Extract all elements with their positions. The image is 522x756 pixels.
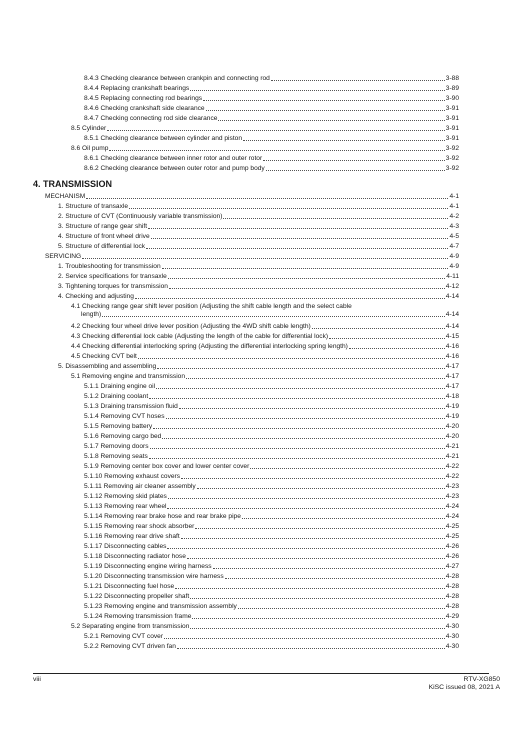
- toc-entry-page: 4-9: [449, 263, 459, 270]
- dot-leader: [138, 357, 445, 359]
- toc-entry: [84, 113, 459, 123]
- toc-entry-title: 1. Troubleshooting for transmission: [58, 263, 161, 270]
- toc-entry-title: 1. Structure of transaxle: [58, 203, 129, 210]
- dot-leader: [175, 587, 445, 589]
- footer-issue: KiSC issued 08, 2021 A: [428, 684, 500, 691]
- toc-entry-page: 3-91: [445, 125, 459, 132]
- toc-entry-title: 5.2 Separating engine from transmission: [71, 623, 190, 630]
- toc-entry-page: 4-24: [445, 503, 459, 510]
- toc-entry-title: 5.1.2 Draining coolant: [84, 393, 149, 400]
- toc-entry-title: 5.1.16 Removing rear drive shaft: [84, 533, 180, 540]
- toc-entry-page: 3-90: [445, 95, 459, 102]
- toc-entry: [84, 551, 459, 561]
- toc-entry-page: 4-18: [445, 393, 459, 400]
- toc-entry: [84, 471, 459, 481]
- toc-entry-page: 4-14: [445, 293, 459, 300]
- toc-entry: [71, 143, 459, 153]
- toc-entry-page: 4-21: [445, 453, 459, 460]
- toc-entry-title: 8.4.6 Checking crankshaft side clearance: [84, 105, 205, 112]
- section-heading: [33, 177, 459, 189]
- toc-entry: [71, 351, 459, 361]
- toc-entry: [84, 381, 459, 391]
- dot-leader: [192, 617, 444, 619]
- dot-leader: [312, 327, 445, 329]
- toc-entry-page: 3-92: [445, 155, 459, 162]
- dot-leader: [349, 347, 445, 349]
- toc-entry-page: 4-9: [449, 253, 459, 260]
- toc-entry: [71, 341, 459, 351]
- dot-leader: [86, 197, 448, 199]
- footer-divider: [33, 673, 489, 674]
- toc-entry: [58, 221, 459, 231]
- toc-entry-title: 5.1.5 Removing battery: [84, 423, 153, 430]
- footer-info: [429, 676, 500, 692]
- toc-entry-page: 4-12: [445, 283, 459, 290]
- dot-leader: [271, 79, 445, 81]
- toc-entry-title: 5.1.1 Draining engine oil: [84, 383, 156, 390]
- toc-entry-title: 5.1.8 Removing seats: [84, 453, 148, 460]
- dot-leader: [263, 159, 445, 161]
- toc-entry-page: 4-24: [445, 513, 459, 520]
- dot-leader: [148, 227, 448, 229]
- footer-model: RTV-XG850: [463, 676, 500, 683]
- dot-leader: [157, 367, 445, 369]
- dot-leader: [218, 119, 444, 121]
- toc-entry-title: 5.1.23 Removing engine and transmission assembly: [84, 603, 237, 610]
- dot-leader: [135, 297, 445, 299]
- toc-entry: [58, 211, 459, 221]
- toc-entry: [84, 401, 459, 411]
- toc-entry-title: 8.4.3 Checking clearance between crankpin and connecting rod: [84, 75, 270, 82]
- toc-entry-page: 4-1: [449, 203, 459, 210]
- toc-entry-title: MECHANISM: [45, 193, 86, 200]
- toc-entry-page: 4-30: [445, 633, 459, 640]
- dot-leader: [150, 447, 445, 449]
- toc-entry: [84, 73, 459, 83]
- dot-leader: [151, 237, 449, 239]
- toc-entry-page: 4-1: [449, 193, 459, 200]
- dot-leader: [197, 487, 445, 489]
- toc-entry-title: 4. Checking and adjusting: [58, 293, 134, 300]
- dot-leader: [129, 207, 448, 209]
- dot-leader: [162, 437, 444, 439]
- toc-entry: [58, 291, 459, 301]
- toc-entry-title: 5.1.13 Removing rear wheel: [84, 503, 167, 510]
- toc-entry-page: 3-89: [445, 85, 459, 92]
- toc-entry-page: 4-30: [445, 623, 459, 630]
- toc-entry-page: 4-7: [449, 243, 459, 250]
- dot-leader: [109, 149, 444, 151]
- toc-entry-title: 2. Service specifications for transaxle: [58, 273, 167, 280]
- dot-leader: [190, 627, 444, 629]
- toc-entry-title: 4.4 Checking differential interlocking spring (Adjusting the differential interlocking spring length): [71, 343, 348, 350]
- toc-entry-page: 4-28: [445, 573, 459, 580]
- toc-entry-page: 4-27: [445, 563, 459, 570]
- toc-entry-title: 4.2 Checking four wheel drive lever position (Adjusting the 4WD shift cable length): [71, 323, 311, 330]
- toc-entry-title: 5.2.2 Removing CVT driven fan: [84, 643, 176, 650]
- toc-entry-page: 4-16: [445, 343, 459, 350]
- toc-entry-page: 4-28: [445, 603, 459, 610]
- toc-entry-page: 4-17: [445, 363, 459, 370]
- dot-leader: [177, 647, 445, 649]
- dot-leader: [179, 407, 445, 409]
- dot-leader: [169, 287, 445, 289]
- toc-entry: [58, 281, 459, 291]
- dot-leader: [195, 527, 444, 529]
- toc-entry-title-continued: length): [81, 311, 102, 318]
- toc-entry: [71, 301, 459, 319]
- toc-entry-page: 4-15: [445, 333, 459, 340]
- toc-entry-title: 8.4.4 Replacing crankshaft bearings: [84, 85, 190, 92]
- toc-entry: [84, 133, 459, 143]
- toc-entry: [58, 261, 459, 271]
- toc-entry-page: 4-23: [445, 483, 459, 490]
- toc-entry: [84, 421, 459, 431]
- toc-entry: [45, 191, 459, 201]
- toc-entry: [71, 371, 459, 381]
- toc-entry-title: 8.6.2 Checking clearance between outer rotor and pump body: [84, 165, 265, 172]
- toc-entry-title: 5.1.9 Removing center box cover and lower center cover: [84, 463, 250, 470]
- toc-entry-page: 3-92: [445, 165, 459, 172]
- toc-entry: [84, 641, 459, 651]
- toc-entry: [84, 163, 459, 173]
- toc-entry: [84, 411, 459, 421]
- dot-leader: [250, 467, 445, 469]
- toc-entry-page: 4-19: [445, 413, 459, 420]
- toc-entry: [71, 123, 459, 133]
- toc-entry-page: 4-14: [445, 323, 459, 330]
- toc-entry-title: 4. TRANSMISSION: [33, 179, 113, 189]
- toc-entry: [84, 531, 459, 541]
- dot-leader: [186, 377, 445, 379]
- toc-entry-page: 4-29: [445, 613, 459, 620]
- toc-entry-title: 5.1.17 Disconnecting cables: [84, 543, 167, 550]
- toc-entry-page: 4-28: [445, 593, 459, 600]
- dot-leader: [225, 577, 445, 579]
- toc-entry-title: 5.2.1 Removing CVT cover: [84, 633, 164, 640]
- toc-entry-title: 8.5.1 Checking clearance between cylinder and piston: [84, 135, 242, 142]
- dot-leader: [107, 129, 445, 131]
- toc-entry: [84, 501, 459, 511]
- toc-entry-page: 4-22: [445, 473, 459, 480]
- toc-entry: [84, 93, 459, 103]
- toc-entry-page: 3-92: [445, 145, 459, 152]
- toc-entry-title: 5.1.11 Removing air cleaner assembly: [84, 483, 196, 490]
- toc-entry: [71, 321, 459, 331]
- toc-entry-page: 4-26: [445, 553, 459, 560]
- toc-entry-page: 3-91: [445, 135, 459, 142]
- toc-entry: [71, 621, 459, 631]
- toc-entry-title: 5. Disassembling and assembling: [58, 363, 157, 370]
- toc-entry: [84, 103, 459, 113]
- toc-entry-page: 4-16: [445, 353, 459, 360]
- toc-entry: [45, 251, 459, 261]
- toc-entry-title: 5. Structure of differential lock: [58, 243, 146, 250]
- toc-entry-title: 4.3 Checking differential lock cable (Adjusting the length of the cable for differential lock): [71, 333, 329, 340]
- toc-entry-title: 2. Structure of CVT (Continuously variable transmission): [58, 213, 223, 220]
- toc-entry-page: 4-21: [445, 443, 459, 450]
- dot-leader: [266, 169, 445, 171]
- toc-entry: [84, 591, 459, 601]
- dot-leader: [181, 477, 445, 479]
- toc-entry-title: 5.1.22 Disconnecting propeller shaft: [84, 593, 190, 600]
- dot-leader: [213, 567, 445, 569]
- dot-leader: [223, 217, 448, 219]
- toc-entry-title: 4.5 Checking CVT belt: [71, 353, 137, 360]
- toc-entry-title: 3. Structure of range gear shift: [58, 223, 148, 230]
- toc-entry-title: 5.1.21 Disconnecting fuel hose: [84, 583, 175, 590]
- dot-leader: [162, 267, 449, 269]
- toc-entry-title: 5.1.4 Removing CVT hoses: [84, 413, 165, 420]
- dot-leader: [156, 387, 445, 389]
- toc-entry-title: 4. Structure of front wheel drive: [58, 233, 150, 240]
- toc-entry-page: 4-11: [446, 273, 459, 280]
- dot-leader: [206, 109, 445, 111]
- toc-entry-page: 3-88: [445, 75, 459, 82]
- toc-entry: [84, 571, 459, 581]
- dot-leader: [190, 89, 445, 91]
- toc-entry-page: 4-25: [445, 523, 459, 530]
- toc-entry: [71, 331, 459, 341]
- dot-leader: [238, 607, 445, 609]
- toc-entry-title: 8.6 Oil pump: [71, 145, 109, 152]
- dot-leader: [168, 277, 445, 279]
- footer-page-number: viii: [33, 676, 41, 683]
- toc-entry-page: 4-22: [445, 463, 459, 470]
- dot-leader: [167, 507, 444, 509]
- toc-entry-title: 5.1.20 Disconnecting transmission wire harness: [84, 573, 224, 580]
- toc-entry-page: 4-28: [445, 583, 459, 590]
- toc-entry-title: 5.1 Removing engine and transmission: [71, 373, 185, 380]
- toc-entry-page: 3-91: [445, 105, 459, 112]
- toc-entry: [84, 153, 459, 163]
- dot-leader: [146, 247, 448, 249]
- toc-entry-title: 8.5 Cylinder: [71, 125, 107, 132]
- toc-entry-title: 5.1.15 Removing rear shock absorber: [84, 523, 195, 530]
- toc-entry-page: 4-3: [449, 223, 459, 230]
- dot-leader: [187, 557, 445, 559]
- dot-leader: [181, 537, 445, 539]
- toc-entry: [84, 561, 459, 571]
- dot-leader: [243, 139, 445, 141]
- toc-entry: [84, 431, 459, 441]
- toc-entry: [58, 231, 459, 241]
- toc-entry: [84, 581, 459, 591]
- toc-entry-title: 8.4.7 Checking connecting rod side clearance: [84, 115, 218, 122]
- dot-leader: [102, 315, 445, 317]
- toc-entry: [84, 491, 459, 501]
- dot-leader: [329, 337, 445, 339]
- dot-leader: [82, 257, 448, 259]
- toc-entry: [84, 611, 459, 621]
- toc-entry-page: 4-17: [445, 383, 459, 390]
- toc-entry-page: 4-2: [449, 213, 459, 220]
- toc-entry: [84, 541, 459, 551]
- toc-entry-page: 4-25: [445, 533, 459, 540]
- toc-entry-title: 5.1.10 Removing exhaust covers: [84, 473, 181, 480]
- toc-entry-title: 8.4.5 Replacing connecting rod bearings: [84, 95, 203, 102]
- toc-entry: [58, 271, 459, 281]
- dot-leader: [190, 597, 445, 599]
- dot-leader: [164, 637, 445, 639]
- toc-entry-title: 5.1.14 Removing rear brake hose and rear brake pipe: [84, 513, 241, 520]
- toc-entry-title: 8.6.1 Checking clearance between inner rotor and outer rotor: [84, 155, 263, 162]
- dot-leader: [242, 517, 445, 519]
- dot-leader: [149, 397, 445, 399]
- toc-entry: [58, 361, 459, 371]
- toc-entry-title: 5.1.12 Removing skid plates: [84, 493, 167, 500]
- dot-leader: [166, 417, 445, 419]
- toc-entry-page: 4-20: [445, 423, 459, 430]
- toc-entry-title: 5.1.19 Disconnecting engine wiring harness: [84, 563, 212, 570]
- toc-entry: [84, 391, 459, 401]
- toc-entry: [58, 201, 459, 211]
- toc-entry-title: 5.1.6 Removing cargo bed: [84, 433, 162, 440]
- toc-entry: [84, 441, 459, 451]
- toc-entry-title: 3. Tightening torques for transmission: [58, 283, 168, 290]
- toc-entry-title: 4.1 Checking range gear shift lever position (Adjusting the shift cable length and the select cable: [71, 303, 352, 310]
- toc-entry: [84, 521, 459, 531]
- toc-entry-page: 4-26: [445, 543, 459, 550]
- toc-entry: [84, 511, 459, 521]
- toc-entry: [84, 481, 459, 491]
- toc-entry: [84, 461, 459, 471]
- dot-leader: [203, 99, 445, 101]
- toc-entry-page: 3-91: [445, 115, 459, 122]
- toc-entry: [84, 631, 459, 641]
- toc-entry-page: 4-20: [445, 433, 459, 440]
- dot-leader: [149, 457, 445, 459]
- toc-entry: [84, 83, 459, 93]
- toc-entry-page: 4-23: [445, 493, 459, 500]
- toc-entry-page: 4-5: [449, 233, 459, 240]
- toc-entry-page: 4-17: [445, 373, 459, 380]
- toc-entry: [84, 451, 459, 461]
- toc-entry-page: 4-19: [445, 403, 459, 410]
- toc-entry-title: 5.1.7 Removing doors: [84, 443, 149, 450]
- toc-entry-title: SERVICING: [45, 253, 82, 260]
- toc-entry-title: 5.1.3 Draining transmission fluid: [84, 403, 178, 410]
- toc-entry-page: 4-14: [445, 311, 459, 318]
- dot-leader: [168, 497, 445, 499]
- toc-entry: [58, 241, 459, 251]
- toc-entry-page: 4-30: [445, 643, 459, 650]
- dot-leader: [153, 427, 445, 429]
- toc-entry-title: 5.1.18 Disconnecting radiator hose: [84, 553, 186, 560]
- toc-entry: [84, 601, 459, 611]
- dot-leader: [167, 547, 444, 549]
- toc-entry-title: 5.1.24 Removing transmission frame: [84, 613, 192, 620]
